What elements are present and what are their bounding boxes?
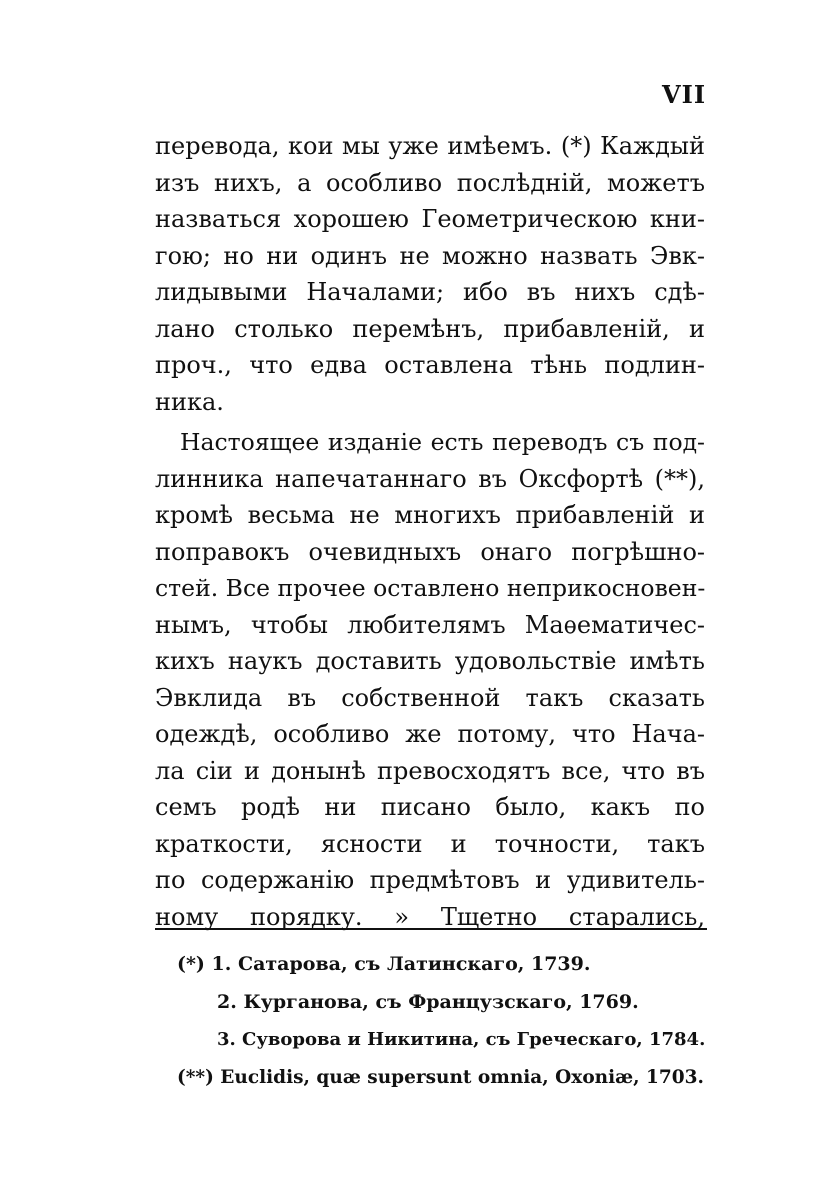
text-line: семъ родѣ ни писано было, какъ по <box>155 793 705 821</box>
text-line: ника. <box>155 387 224 416</box>
text-line: назваться хорошею Геометрическою кни- <box>155 205 705 233</box>
text-line: кромѣ весьма не многихъ прибавленій и <box>155 501 705 529</box>
footnote-1-item-2: 2. Курганова, съ Французскаго, 1769. <box>217 991 639 1013</box>
text-line: гою; но ни одинъ не можно назвать Эвк- <box>155 241 705 270</box>
text-line: кихъ наукъ доставить удовольствіе имѣть <box>155 647 705 675</box>
text-line: перевода, кои мы уже имѣемъ. (*) Каждый <box>155 132 705 160</box>
text-line: одеждѣ, особливо же потому, что Нача- <box>155 720 705 748</box>
text-line: стей. Все прочее оставлено неприкосновен- <box>155 574 706 602</box>
footnote-1: (*) 1. Сатарова, съ Латинскаго, 1739. <box>177 953 591 975</box>
page-number: VII <box>662 80 707 109</box>
text-line: изъ нихъ, а особливо послѣдній, можетъ <box>155 168 705 197</box>
text-line: проч., что едва оставлена тѣнь подлин- <box>155 351 705 379</box>
text-line: Эвклида въ собственной такъ сказать <box>155 683 705 712</box>
text-line: поправокъ очевидныхъ онаго погрѣшно- <box>155 537 705 566</box>
paragraph-1 <box>155 128 705 420</box>
text-line: ла сіи и донынѣ превосходятъ все, что въ <box>155 756 705 785</box>
text-line: краткости, ясности и точности, такъ <box>155 829 705 858</box>
footnote-1-item-3: 3. Суворова и Никитина, съ Греческаго, 1784. <box>217 1029 706 1050</box>
footnote-divider <box>155 928 707 930</box>
text-line: Настоящее изданіе есть переводъ съ под- <box>180 428 705 456</box>
text-line: нымъ, чтобы любителямъ Маѳематичес- <box>155 610 705 639</box>
text-line: ному порядку. » Тщетно старались, <box>155 902 705 931</box>
text-line: лано столько перемѣнъ, прибавленій, и <box>155 314 705 343</box>
paragraph-2 <box>155 424 705 935</box>
text-line: лидывыми Началами; ибо въ нихъ сдѣ- <box>155 278 705 306</box>
footnotes <box>155 950 707 1102</box>
text-line: по содержанію предмѣтовъ и удивитель- <box>155 866 705 894</box>
text-line: линника напечатаннаго въ Оксфортѣ (**), <box>155 464 705 493</box>
footnote-2: (**) Euclidis, quæ supersunt omnia, Oxoniæ, 1703. <box>177 1067 704 1088</box>
